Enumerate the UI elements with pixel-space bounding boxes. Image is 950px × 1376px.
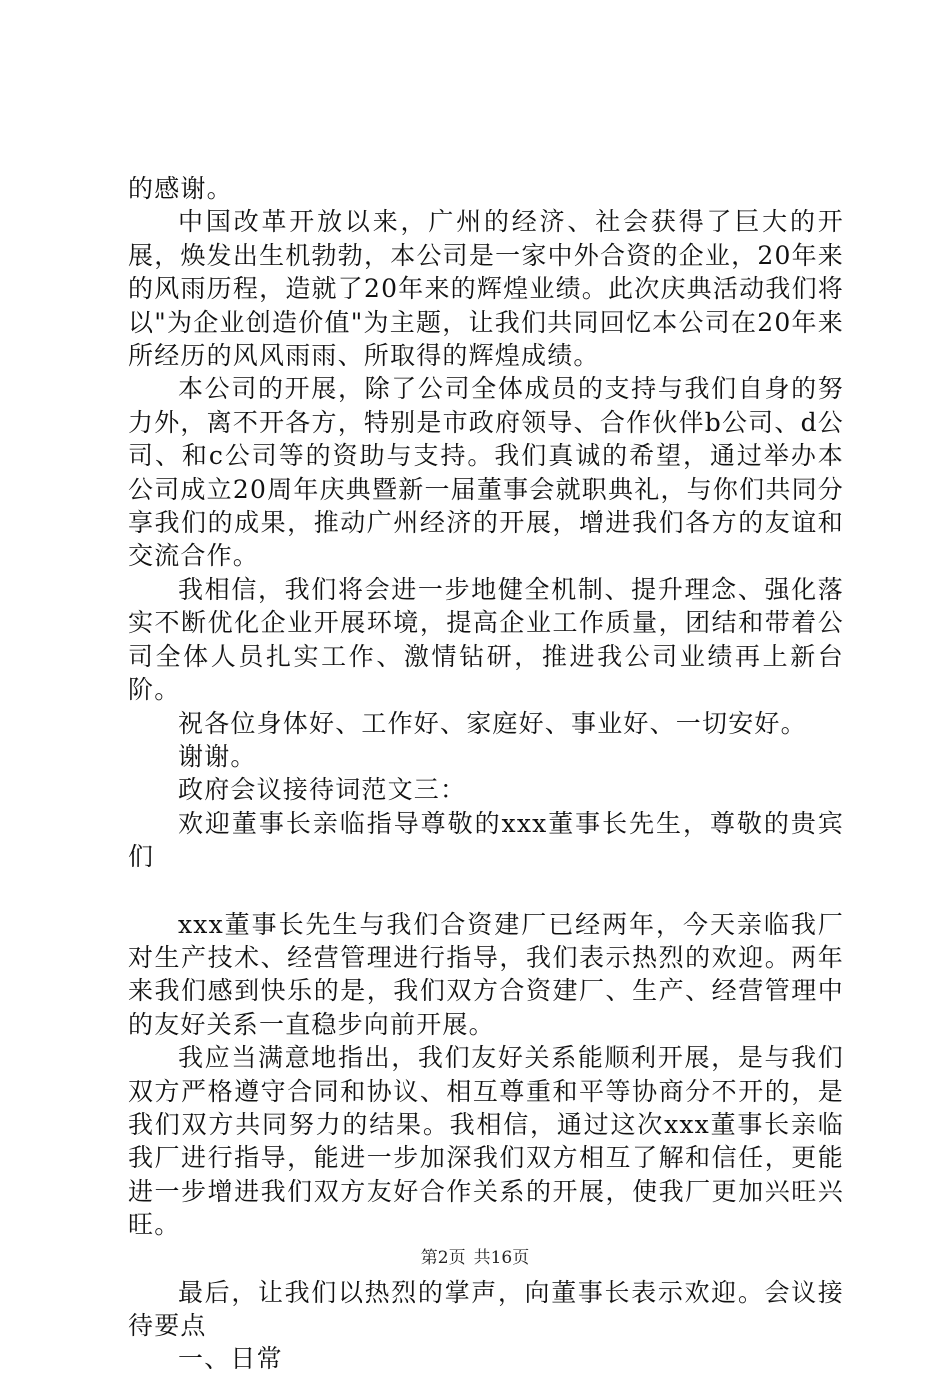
paragraph-closing: 最后，让我们以热烈的掌声，向董事长表示欢迎。会议接待要点 xyxy=(128,1277,844,1340)
paragraph-continuation: 的感谢。 xyxy=(128,174,233,203)
paragraph-belief: 我相信，我们将会进一步地健全机制、提升理念、强化落实不断优化企业开展环境，提高企业工作质量，团结和带着公司全体人员扎实工作、激情钻研，推进我公司业绩再上新台阶。 xyxy=(128,574,844,705)
page-footer xyxy=(0,1243,950,1268)
paragraph-chairman-visit: xxx董事长先生与我们合资建厂已经两年，今天亲临我厂对生产技术、经营管理进行指导，我们表示热烈的欢迎。两年来我们感到快乐的是，我们双方合资建厂、生产、经营管理中的友好关系一直稳步向前开展。 xyxy=(128,909,844,1039)
page-number: 第2页 xyxy=(420,1248,466,1268)
blank-line xyxy=(128,874,844,908)
section-heading: 政府会议接待词范文三： xyxy=(178,775,467,805)
paragraph-welcome-title: 欢迎董事长亲临指导尊敬的xxx董事长先生，尊敬的贵宾们 xyxy=(128,808,844,872)
paragraph-thanks: 谢谢。 xyxy=(178,741,257,771)
list-heading-daily: 一、日常 xyxy=(178,1344,283,1374)
paragraph-reform-history: 中国改革开放以来，广州的经济、社会获得了巨大的开展，焕发出生机勃勃，本公司是一家中外合资的企业，20年来的风雨历程，造就了20年来的辉煌业绩。此次庆典活动我们将以"为企业创造价值"为主题，让我们共同回忆本公司在20年来所经历的风风雨雨、所取得的辉煌成绩。 xyxy=(128,207,844,371)
paragraph-company-development: 本公司的开展，除了公司全体成员的支持与我们自身的努力外，离不开各方，特别是市政府领导、合作伙伴b公司、d公司、和c公司等的资助与支持。我们真诚的希望，通过举办本公司成立20周年庆典暨新一届董事会就职典礼，与你们共同分享我们的成果，推动广州经济的开展，增进我们各方的友谊和交流合作。 xyxy=(128,374,844,571)
paragraph-relationship: 我应当满意地指出，我们友好关系能顺利开展，是与我们双方严格遵守合同和协议、相互尊重和平等协商分不开的，是我们双方共同努力的结果。我相信，通过这次xxx董事长亲临我厂进行指导，能进一步加深我们双方相互了解和信任，更能进一步增进我们双方友好合作关系的开展，使我厂更加兴旺兴旺。 xyxy=(128,1043,844,1240)
page-total: 共16页 xyxy=(473,1248,530,1268)
document-body xyxy=(128,172,844,1376)
paragraph-wishes: 祝各位身体好、工作好、家庭好、事业好、一切安好。 xyxy=(178,708,807,738)
